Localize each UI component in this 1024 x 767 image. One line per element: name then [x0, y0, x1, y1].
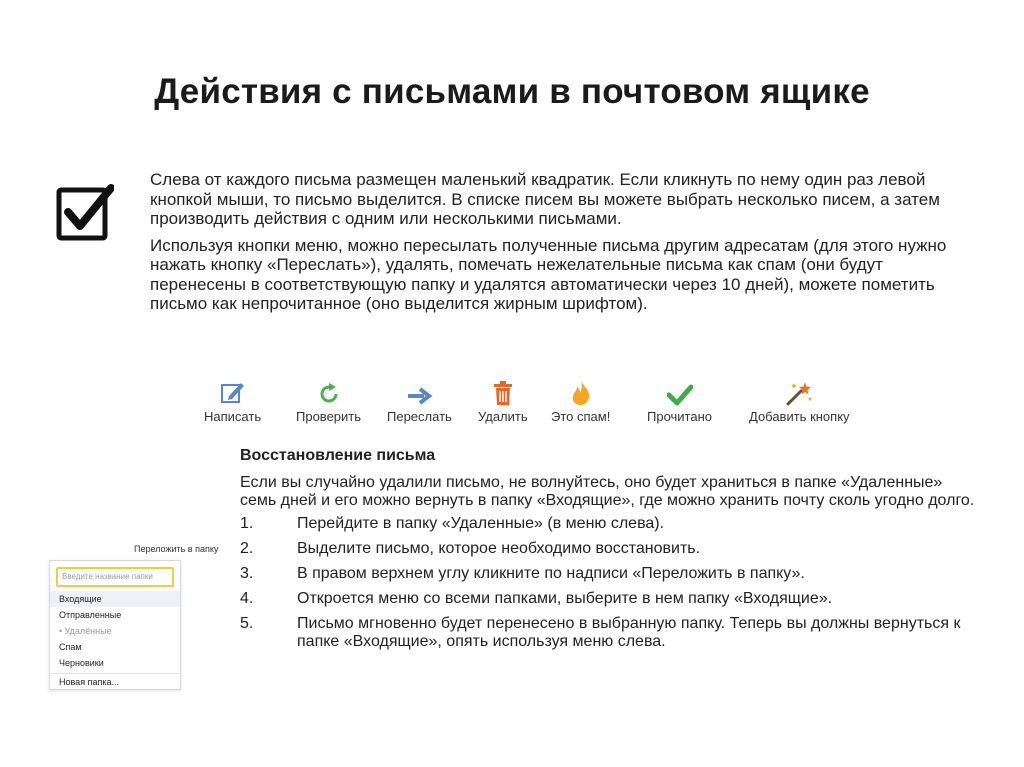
step-item — [240, 515, 980, 533]
delete-button[interactable] — [478, 378, 528, 424]
folder-item-sent[interactable]: Отправленные — [59, 610, 122, 620]
step-text: В правом верхнем углу кликните по надписи «Переложить в папку». — [297, 565, 805, 582]
add-button-button[interactable] — [749, 378, 850, 424]
folder-item-spam[interactable]: Спам — [59, 642, 82, 652]
restore-steps — [240, 515, 980, 651]
step-text: Откроется меню со всеми папками, выберите в нем папку «Входящие». — [297, 590, 833, 607]
page-title: Действия с письмами в почтовом ящике — [154, 72, 870, 111]
delete-label: Удалить — [478, 409, 528, 424]
magic-wand-icon — [785, 380, 813, 406]
check-icon — [667, 384, 693, 406]
forward-label: Переслать — [387, 409, 452, 424]
refresh-label: Проверить — [296, 409, 362, 424]
folder-menu — [49, 560, 181, 690]
restore-heading: Восстановление письма — [240, 447, 436, 464]
refresh-icon — [317, 382, 341, 406]
step-item — [240, 590, 980, 608]
add-button-label: Добавить кнопку — [749, 409, 850, 424]
folder-item-inbox[interactable]: Входящие — [50, 591, 180, 607]
mark-read-label: Прочитано — [647, 409, 712, 424]
step-number: 5. — [240, 615, 254, 632]
forward-icon — [406, 386, 432, 406]
spam-button[interactable] — [551, 378, 610, 424]
compose-label: Написать — [204, 409, 262, 424]
intro-paragraph-2: Используя кнопки меню, можно пересылать полученные письма другим адресатам (для этого нужно нажать кнопку «Переслать»), удалять, помечать нежелательные письма как спам (они будут перенесены в соответствующую папку и удалятся автоматически через 10 дней), можете пометить письмо как непрочитанное (оно выделится жирным шрифтом). — [150, 235, 947, 313]
folder-item-deleted[interactable]: • Удалённые — [59, 626, 112, 636]
step-number: 2. — [240, 540, 254, 557]
refresh-button[interactable] — [296, 378, 361, 424]
step-item — [240, 615, 980, 651]
checkbox-icon — [56, 184, 114, 242]
step-text: Перейдите в папку «Удаленные» (в меню слева). — [297, 515, 665, 532]
step-text: Выделите письмо, которое необходимо восстановить. — [297, 540, 701, 557]
spam-label: Это спам! — [551, 409, 611, 424]
step-number: 4. — [240, 590, 254, 607]
step-item — [240, 540, 980, 558]
forward-button[interactable] — [387, 378, 452, 424]
intro-text — [150, 170, 980, 321]
mark-read-button[interactable] — [647, 378, 712, 424]
intro-paragraph-1: Слева от каждого письма размещен маленький квадратик. Если кликнуть по нему один раз левой кнопкой мыши, то письмо выделится. В списке писем вы можете выбрать несколько писем, а затем производить действия с одним или несколькими письмами. — [150, 170, 940, 228]
step-text: Письмо мгновенно будет перенесено в выбранную папку. Теперь вы должны вернуться к папке «Входящие», опять используя меню слева. — [297, 615, 961, 650]
restore-section — [240, 447, 980, 658]
step-item — [240, 565, 980, 583]
compose-button[interactable] — [204, 378, 261, 424]
restore-paragraph: Если вы случайно удалили письмо, не волнуйтесь, оно будет храниться в папке «Удаленные» семь дней и его можно вернуть в папку «Входящие», где можно хранить почту сколь угодно долго. — [240, 474, 975, 509]
step-number: 3. — [240, 565, 254, 582]
compose-icon — [220, 380, 246, 406]
folder-item-drafts[interactable]: Черновики — [59, 658, 104, 668]
folder-search-input[interactable]: Введите название папки — [56, 567, 174, 587]
trash-icon — [492, 380, 514, 406]
move-to-folder-link[interactable]: Переложить в папку — [134, 544, 219, 554]
step-number: 1. — [240, 515, 254, 532]
fire-icon — [569, 380, 593, 406]
new-folder-item[interactable]: Новая папка... — [59, 677, 119, 687]
